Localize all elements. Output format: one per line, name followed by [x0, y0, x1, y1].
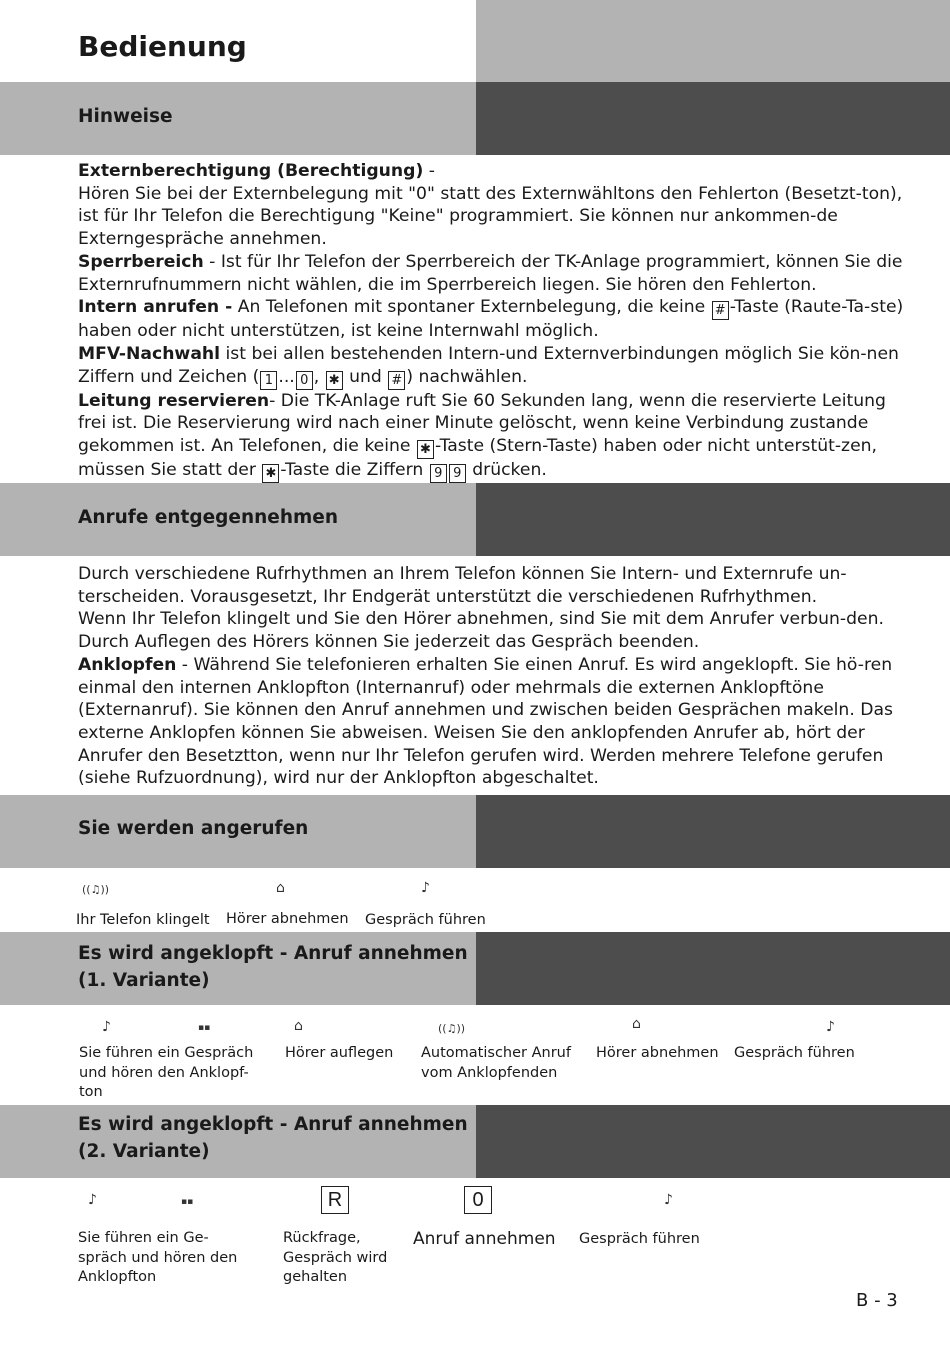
- digit-key-icon: 9: [430, 464, 447, 483]
- star-key-icon: ✱: [417, 440, 434, 459]
- step-caption: Automatischer Anruf vom Anklopfenden: [421, 1045, 571, 1081]
- header-gray-block: [476, 0, 950, 82]
- handset-up-icon: ⌂: [276, 880, 285, 896]
- knock-icon: ▪▪: [198, 1023, 211, 1033]
- hinweise-text: Externberechtigung (Berechtigung) - Hören Sie bei der Externbelegung mit "0" statt des Externwähltons den Fehlerton (Besetzt-ton), ist für Ihr Telefon die Berechtigung "Keine" programmiert. Sie können nur ankommen-de Externgespräche annehmen. Sperrbereich - Ist für Ihr Telefon der Sperrbereich der TK-Anlage programmiert, können Sie die Externrufnummern nicht wählen, die im Sperrbereich liegen. Sie hören den Fehlerton. Intern anrufen - An Telefonen mit spontaner Externbelegung, die keine # -Taste (Raute-Ta-ste) haben oder nicht unterstützen, ist keine Internwahl möglich. MFV-Nachwahl ist bei allen bestehenden Intern-und Externverbindungen möglich Sie kön-nen Ziffern und Zeichen ( 1 ... 0 , ✱ und # ) nachwählen. Leitung reservieren- Die TK-Anlage ruft Sie 60 Sekunden lang, wenn die reservierte Leitung frei ist. Die Reservierung wird nach einer Minute gelöscht, wenn keine Verbindung zustande gekommen ist. An Telefonen, die keine ✱ -Taste (Stern-Taste) haben oder nicht unterstüt-zen, müssen Sie statt der ✱ -Taste die Ziffern 9 9 drücken.: [78, 161, 904, 482]
- step-caption: Anruf annehmen: [413, 1229, 556, 1249]
- step-caption: Ihr Telefon klingelt: [76, 912, 210, 928]
- talk-icon: ♪: [88, 1192, 97, 1208]
- page-title: Bedienung: [78, 30, 247, 63]
- step-caption: Gespräch führen: [579, 1231, 700, 1247]
- hash-key-icon: #: [712, 301, 729, 320]
- term-sperrbereich: Sperrbereich: [78, 251, 204, 272]
- step-caption: Sie führen ein Ge- spräch und hören den Anklopfton: [78, 1230, 238, 1285]
- section-title-hinweise: Hinweise: [78, 106, 173, 127]
- star-key-icon: ✱: [326, 371, 343, 390]
- term-mfv-nachwahl: MFV-Nachwahl: [78, 343, 221, 364]
- r-key-icon: R: [321, 1186, 349, 1214]
- knock-icon: ▪▪: [181, 1197, 194, 1207]
- band-angerufen-right: [476, 795, 950, 868]
- step-caption: Sie führen ein Gespräch und hören den Anklopf- ton: [79, 1045, 254, 1100]
- talk-icon: ♪: [826, 1019, 835, 1035]
- step-caption: Hörer abnehmen: [596, 1045, 719, 1061]
- digit-key-icon: 1: [260, 371, 277, 390]
- ringing-icon: ((♫)): [82, 883, 110, 896]
- talk-icon: ♪: [421, 880, 430, 896]
- term-intern-anrufen: Intern anrufen -: [78, 297, 233, 318]
- step-caption: Hörer auflegen: [285, 1045, 394, 1061]
- band-variante2-right: [476, 1105, 950, 1178]
- digit-key-icon: 9: [449, 464, 466, 483]
- section-title-variante1: Es wird angeklopft - Anruf annehmen (1. Variante): [78, 943, 468, 991]
- step-caption: Rückfrage, Gespräch wird gehalten: [283, 1230, 388, 1285]
- hash-key-icon: #: [388, 371, 405, 390]
- handset-up-icon: ⌂: [632, 1016, 641, 1032]
- term-externberechtigung: Externberechtigung (Berechtigung): [78, 161, 424, 181]
- digit-key-icon: 0: [296, 371, 313, 390]
- handset-down-icon: ⌂: [294, 1018, 303, 1034]
- section-title-angerufen: Sie werden angerufen: [78, 818, 309, 839]
- ringing-icon: ((♫)): [438, 1022, 466, 1035]
- talk-icon: ♪: [664, 1192, 673, 1208]
- step-caption: Hörer abnehmen: [226, 911, 349, 927]
- step-caption: Gespräch führen: [365, 912, 486, 928]
- band-hinweise-left: [0, 82, 476, 155]
- page-number: B - 3: [856, 1290, 898, 1311]
- band-hinweise-right: [476, 82, 950, 155]
- step-caption: Gespräch führen: [734, 1045, 855, 1061]
- section-title-variante2: Es wird angeklopft - Anruf annehmen (2. Variante): [78, 1114, 468, 1162]
- term-anklopfen: Anklopfen: [78, 654, 177, 675]
- zero-key-icon: 0: [464, 1186, 492, 1214]
- band-anrufe-right: [476, 483, 950, 556]
- anrufe-text: Durch verschiedene Rufrhythmen an Ihrem Telefon können Sie Intern- und Externrufe un-terscheiden. Vorausgesetzt, Ihr Endgerät unterstützt die verschiedenen Rufrhythmen. Wenn Ihr Telefon klingelt und Sie den Hörer abnehmen, sind Sie mit dem Anrufer verbun-den. Durch Auflegen des Hörers können Sie jederzeit das Gespräch beenden. Anklopfen - Während Sie telefonieren erhalten Sie einen Anruf. Es wird angeklopft. Sie hö-ren einmal den internen Anklopfton (Internanruf) oder mehrmals die externen Anklopftöne (Externanruf). Sie können den Anruf annehmen und zwischen beiden Gesprächen makeln. Das externe Anklopfen können Sie abweisen. Weisen Sie den anklopfenden Anrufer ab, hört der Anrufer den Besetztton, wenn nur Ihr Telefon gerufen wird. Werden mehrere Telefone gerufen (siehe Rufzuordnung), wird nur der Anklopfton abgeschaltet.: [78, 564, 893, 789]
- term-leitung-reservieren: Leitung reservieren: [78, 390, 270, 411]
- section-title-anrufe: Anrufe entgegennehmen: [78, 507, 339, 528]
- talk-icon: ♪: [102, 1019, 111, 1035]
- band-variante1-right: [476, 932, 950, 1005]
- star-key-icon: ✱: [262, 464, 279, 483]
